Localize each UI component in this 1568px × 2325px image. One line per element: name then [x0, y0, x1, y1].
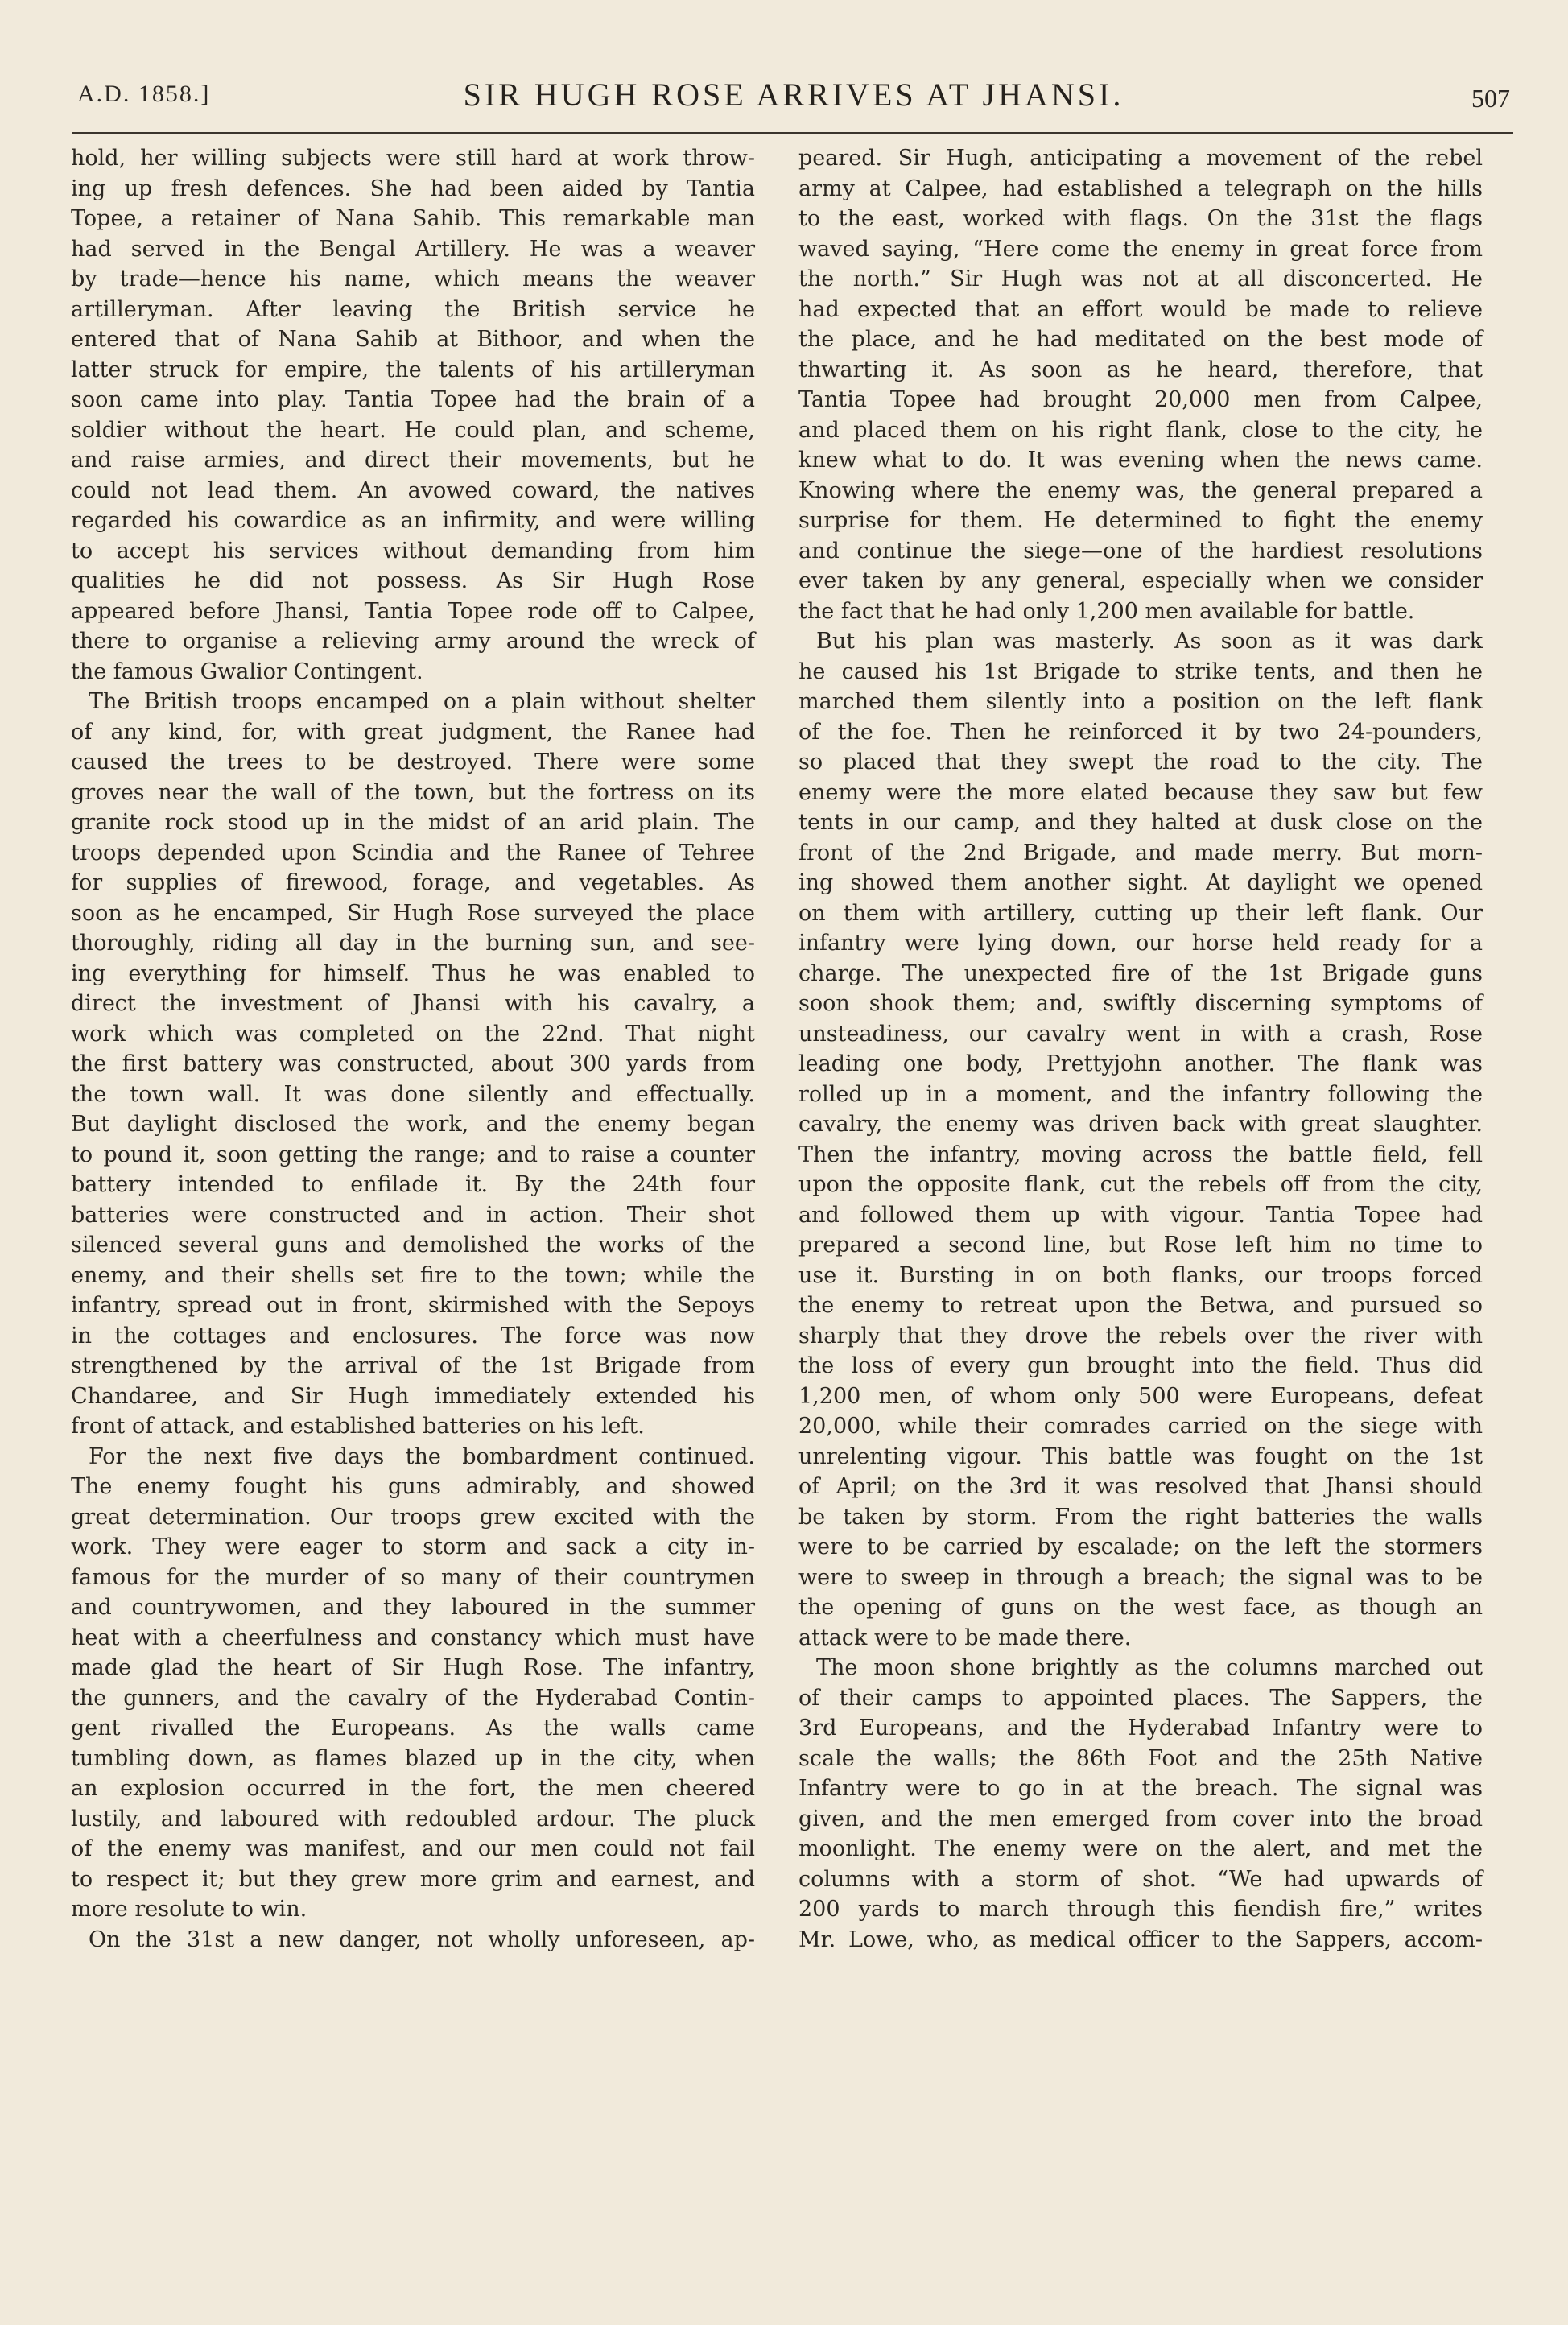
- text-line: ever taken by any general, especially when we consider: [798, 568, 1483, 593]
- text-line: strengthened by the arrival of the 1st Brigade from: [71, 1353, 755, 1378]
- text-line: But his plan was masterly. As soon as it was dark: [816, 629, 1483, 654]
- text-line: and followed them up with vigour. Tantia Topee had: [798, 1202, 1483, 1228]
- text-line: charge. The unexpected fire of the 1st Brigade guns: [798, 960, 1483, 986]
- text-line: ing up fresh defences. She had been aided by Tantia: [71, 176, 755, 201]
- text-line: could not lead them. An avowed coward, the natives: [71, 477, 755, 503]
- text-line: direct the investment of Jhansi with his cavalry, a: [71, 991, 755, 1016]
- text-line: famous for the murder of so many of their countrymen: [71, 1564, 755, 1590]
- text-line: thoroughly, riding all day in the burning sun, and see-: [71, 931, 755, 956]
- text-line: 3rd Europeans, and the Hyderabad Infantry were to: [798, 1716, 1483, 1741]
- text-line: regarded his cowardice as an infirmity, and were willing: [71, 508, 755, 533]
- text-line: there to organise a relieving army around the wreck of: [71, 629, 755, 654]
- text-line: On the 31st a new danger, not wholly unforeseen, ap-: [89, 1926, 755, 1952]
- text-line: entered that of Nana Sahib at Bithoor, and when the: [71, 327, 755, 352]
- text-line: for supplies of firewood, forage, and vegetables. As: [71, 870, 755, 895]
- text-line: the famous Gwalior Contingent.: [71, 659, 423, 684]
- text-line: soon came into play. Tantia Topee had the brain of a: [71, 387, 755, 412]
- text-line: peared. Sir Hugh, anticipating a movement of the rebel: [798, 146, 1483, 171]
- text-line: and raise armies, and direct their movements, but he: [71, 448, 755, 473]
- text-line: leading one body, Prettyjohn another. The flank was: [798, 1051, 1483, 1076]
- text-line: hold, her willing subjects were still hard at work throw-: [71, 146, 755, 171]
- text-line: prepared a second line, but Rose left him no time to: [798, 1233, 1483, 1257]
- text-line: the first battery was constructed, about 300 yards from: [71, 1051, 755, 1076]
- text-line: the loss of every gun brought into the field. Thus did: [798, 1353, 1483, 1378]
- text-line: great determination. Our troops grew excited with the: [71, 1504, 755, 1530]
- text-line: soon as he encamped, Sir Hugh Rose surveyed the place: [71, 900, 755, 926]
- text-line: ing everything for himself. Thus he was enabled to: [71, 960, 755, 986]
- text-line: of the foe. Then he reinforced it by two 24-pounders,: [798, 719, 1483, 745]
- text-line: by trade—hence his name, which means the weaver: [71, 266, 755, 291]
- text-line: 20,000, while their comrades carried on the siege with: [798, 1414, 1483, 1439]
- text-line: The moon shone brightly as the columns marched out: [816, 1655, 1483, 1680]
- text-line: Chandaree, and Sir Hugh immediately extended his: [71, 1383, 755, 1409]
- text-line: unrelenting vigour. This battle was fought on the 1st: [798, 1443, 1483, 1469]
- text-line: infantry were lying down, our horse held ready for a: [798, 931, 1483, 956]
- text-line: work which was completed on the 22nd. That night: [71, 1021, 755, 1047]
- text-line: soldier without the heart. He could plan, and scheme,: [71, 417, 755, 443]
- text-line: use it. Bursting in on both flanks, our troops forced: [798, 1262, 1483, 1288]
- page-number: 507: [1471, 84, 1510, 113]
- text-line: Knowing where the enemy was, the general prepared a: [798, 477, 1483, 503]
- text-line: columns with a storm of shot. “We had upwards of: [798, 1866, 1483, 1892]
- text-line: artilleryman. After leaving the British service he: [71, 296, 755, 322]
- text-line: in the cottages and enclosures. The force was now: [71, 1323, 755, 1348]
- text-line: to pound it, soon getting the range; and to raise a counter: [71, 1142, 755, 1167]
- text-line: rolled up in a moment, and the infantry following the: [798, 1081, 1483, 1107]
- text-line: silenced several guns and demolished the works of the: [71, 1233, 755, 1257]
- text-line: battery intended to enfilade it. By the 24th four: [71, 1172, 755, 1197]
- text-line: an explosion occurred in the fort, the men cheered: [71, 1776, 755, 1801]
- text-line: to respect it; but they grew more grim and earnest, and: [71, 1866, 755, 1892]
- text-line: the gunners, and the cavalry of the Hyderabad Contin-: [71, 1685, 755, 1711]
- text-line: Then the infantry, moving across the battle field, fell: [798, 1142, 1483, 1167]
- text-line: the place, and he had meditated on the best mode of: [798, 327, 1483, 352]
- text-line: work. They were eager to storm and sack a city in-: [71, 1534, 755, 1559]
- text-line: of any kind, for, with great judgment, the Ranee had: [71, 719, 755, 745]
- text-line: groves near the wall of the town, but the fortress on its: [71, 779, 755, 805]
- text-line: and placed them on his right flank, close to the city, he: [798, 417, 1483, 443]
- text-line: were to be carried by escalade; on the left the stormers: [798, 1534, 1483, 1559]
- text-line: the enemy to retreat upon the Betwa, and pursued so: [798, 1293, 1483, 1318]
- text-line: sharply that they drove the rebels over the river with: [798, 1323, 1483, 1348]
- text-line: 1,200 men, of whom only 500 were Europeans, defeat: [798, 1383, 1483, 1409]
- text-line: ing showed them another sight. At daylight we opened: [798, 870, 1483, 895]
- running-header: [77, 74, 1510, 122]
- text-line: batteries were constructed and in action. Their shot: [71, 1202, 755, 1228]
- text-line: appeared before Jhansi, Tantia Topee rode off to Calpee,: [71, 598, 755, 624]
- text-line: attack were to be made there.: [798, 1625, 1132, 1650]
- text-line: of April; on the 3rd it was resolved that Jhansi should: [798, 1474, 1483, 1499]
- text-line: knew what to do. It was evening when the news came.: [798, 448, 1483, 473]
- text-line: made glad the heart of Sir Hugh Rose. The infantry,: [71, 1655, 755, 1680]
- text-line: heat with a cheerfulness and constancy which must have: [71, 1625, 755, 1650]
- text-line: unsteadiness, our cavalry went in with a crash, Rose: [798, 1021, 1483, 1047]
- text-line: troops depended upon Scindia and the Ranee of Tehree: [71, 840, 755, 865]
- text-line: the town wall. It was done silently and effectually.: [71, 1081, 755, 1107]
- text-line: upon the opposite flank, cut the rebels off from the city,: [798, 1172, 1483, 1197]
- text-line: front of the 2nd Brigade, and made merry. But morn-: [798, 840, 1483, 865]
- text-line: and continue the siege—one of the hardiest resolutions: [798, 538, 1483, 564]
- text-line: surprise for them. He determined to fight the enemy: [798, 508, 1483, 533]
- text-line: and countrywomen, and they laboured in the summer: [71, 1595, 755, 1620]
- text-line: latter struck for empire, the talents of his artilleryman: [71, 357, 755, 382]
- text-line: waved saying, “Here come the enemy in great force from: [798, 236, 1483, 262]
- text-line: of their camps to appointed places. The Sappers, the: [798, 1685, 1483, 1711]
- text-line: cavalry, the enemy was driven back with great slaughter.: [798, 1112, 1483, 1137]
- text-line: front of attack, and established batteries on his left.: [71, 1414, 645, 1439]
- text-line: Tantia Topee had brought 20,000 men from Calpee,: [798, 387, 1483, 412]
- text-line: of the enemy was manifest, and our men could not fail: [71, 1836, 755, 1861]
- text-line: moonlight. The enemy were on the alert, and met the: [798, 1836, 1483, 1861]
- text-line: on them with artillery, cutting up their left flank. Our: [798, 900, 1483, 926]
- text-line: had expected that an effort would be made to relieve: [798, 296, 1483, 322]
- text-line: infantry, spread out in front, skirmished with the Sepoys: [71, 1293, 755, 1318]
- text-line: given, and the men emerged from cover into the broad: [798, 1806, 1483, 1832]
- text-line: Infantry were to go in at the breach. The signal was: [798, 1776, 1483, 1801]
- text-line: the north.” Sir Hugh was not at all disconcerted. He: [798, 266, 1483, 291]
- text-line: For the next five days the bombardment continued.: [89, 1443, 755, 1469]
- text-line: more resolute to win.: [71, 1897, 307, 1922]
- text-line: The British troops encamped on a plain without shelter: [89, 689, 755, 714]
- text-line: were to sweep in through a breach; the signal was to be: [798, 1564, 1483, 1590]
- text-line: gent rivalled the Europeans. As the walls came: [71, 1716, 755, 1741]
- text-line: enemy, and their shells set fire to the town; while the: [71, 1262, 755, 1288]
- text-line: 200 yards to march through this fiendish fire,” writes: [798, 1897, 1483, 1922]
- text-line: so placed that they swept the road to the city. The: [798, 750, 1483, 774]
- text-column-right: [798, 143, 1483, 1955]
- text-line: army at Calpee, had established a telegraph on the hills: [798, 176, 1483, 201]
- text-line: But daylight disclosed the work, and the enemy began: [71, 1112, 755, 1137]
- text-line: enemy were the more elated because they saw but few: [798, 779, 1483, 805]
- header-title: SIR HUGH ROSE ARRIVES AT JHANSI.: [463, 76, 1124, 113]
- text-line: thwarting it. As soon as he heard, therefore, that: [798, 357, 1483, 382]
- text-column-left: [71, 143, 755, 1955]
- text-line: Mr. Lowe, who, as medical officer to the Sappers, accom-: [798, 1926, 1483, 1952]
- text-line: he caused his 1st Brigade to strike tents, and then he: [798, 659, 1483, 684]
- text-line: marched them silently into a position on the left flank: [798, 689, 1483, 714]
- text-line: granite rock stood up in the midst of an arid plain. The: [71, 810, 755, 835]
- text-line: The enemy fought his guns admirably, and showed: [71, 1474, 755, 1499]
- text-line: Topee, a retainer of Nana Sahib. This remarkable man: [71, 206, 755, 231]
- text-line: tents in our camp, and they halted at dusk close on the: [798, 810, 1483, 835]
- text-line: be taken by storm. From the right batteries the walls: [798, 1504, 1483, 1530]
- text-line: soon shook them; and, swiftly discerning symptoms of: [798, 991, 1483, 1016]
- text-line: lustily, and laboured with redoubled ardour. The pluck: [71, 1806, 755, 1832]
- text-line: scale the walls; the 86th Foot and the 25th Native: [798, 1745, 1483, 1771]
- text-line: to the east, worked with flags. On the 31st the flags: [798, 206, 1483, 231]
- text-line: to accept his services without demanding from him: [71, 538, 755, 564]
- text-line: qualities he did not possess. As Sir Hugh Rose: [71, 568, 755, 593]
- text-line: caused the trees to be destroyed. There were some: [71, 750, 755, 774]
- text-line: the fact that he had only 1,200 men available for battle.: [798, 598, 1415, 624]
- header-rule: [72, 132, 1513, 134]
- text-line: the opening of guns on the west face, as though an: [798, 1595, 1483, 1620]
- text-line: had served in the Bengal Artillery. He was a weaver: [71, 236, 755, 262]
- header-date: A.D. 1858.]: [77, 81, 211, 107]
- text-line: tumbling down, as flames blazed up in the city, when: [71, 1745, 755, 1771]
